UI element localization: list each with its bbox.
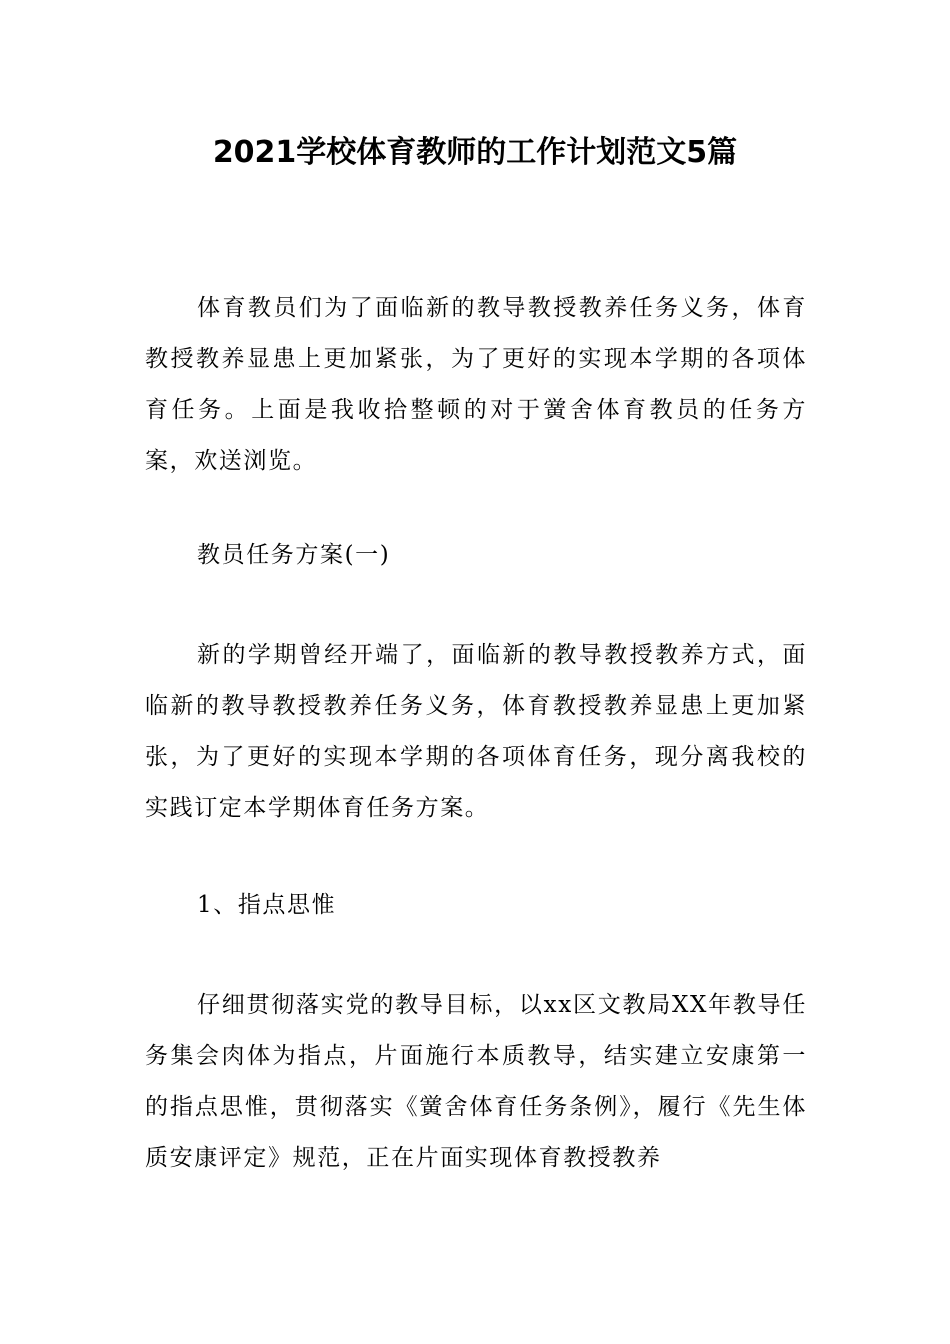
intro-paragraph: 体育教员们为了面临新的教导教授教养任务义务，体育教授教养显患上更加紧张，为了更好的实现本学期的各项体育任务。上面是我收拾整顿的对于黉舍体育教员的任务方案，欢送浏览。 (145, 295, 807, 474)
plan-heading: 教员任务方案(一) (197, 542, 391, 568)
plan-body-paragraph: 新的学期曾经开端了，面临新的教导教授教养方式，面临新的教导教授教养任务义务，体育教授教养显患上更加紧张，为了更好的实现本学期的各项体育任务，现分离我校的实践订定本学期体育任务方案。 (145, 642, 807, 821)
section-body-paragraph: 仔细贯彻落实党的教导目标，以xx区文教局XX年教导任务集会肉体为指点，片面施行本质教导，结实建立安康第一的指点思惟，贯彻落实《黉舍体育任务条例》，履行《先生体质安康评定》规范，正在片面实现体育教授教养 (145, 992, 807, 1171)
document-title: 2021学校体育教师的工作计划范文5篇 (212, 135, 738, 170)
section-heading: 1、指点思惟 (197, 892, 337, 918)
